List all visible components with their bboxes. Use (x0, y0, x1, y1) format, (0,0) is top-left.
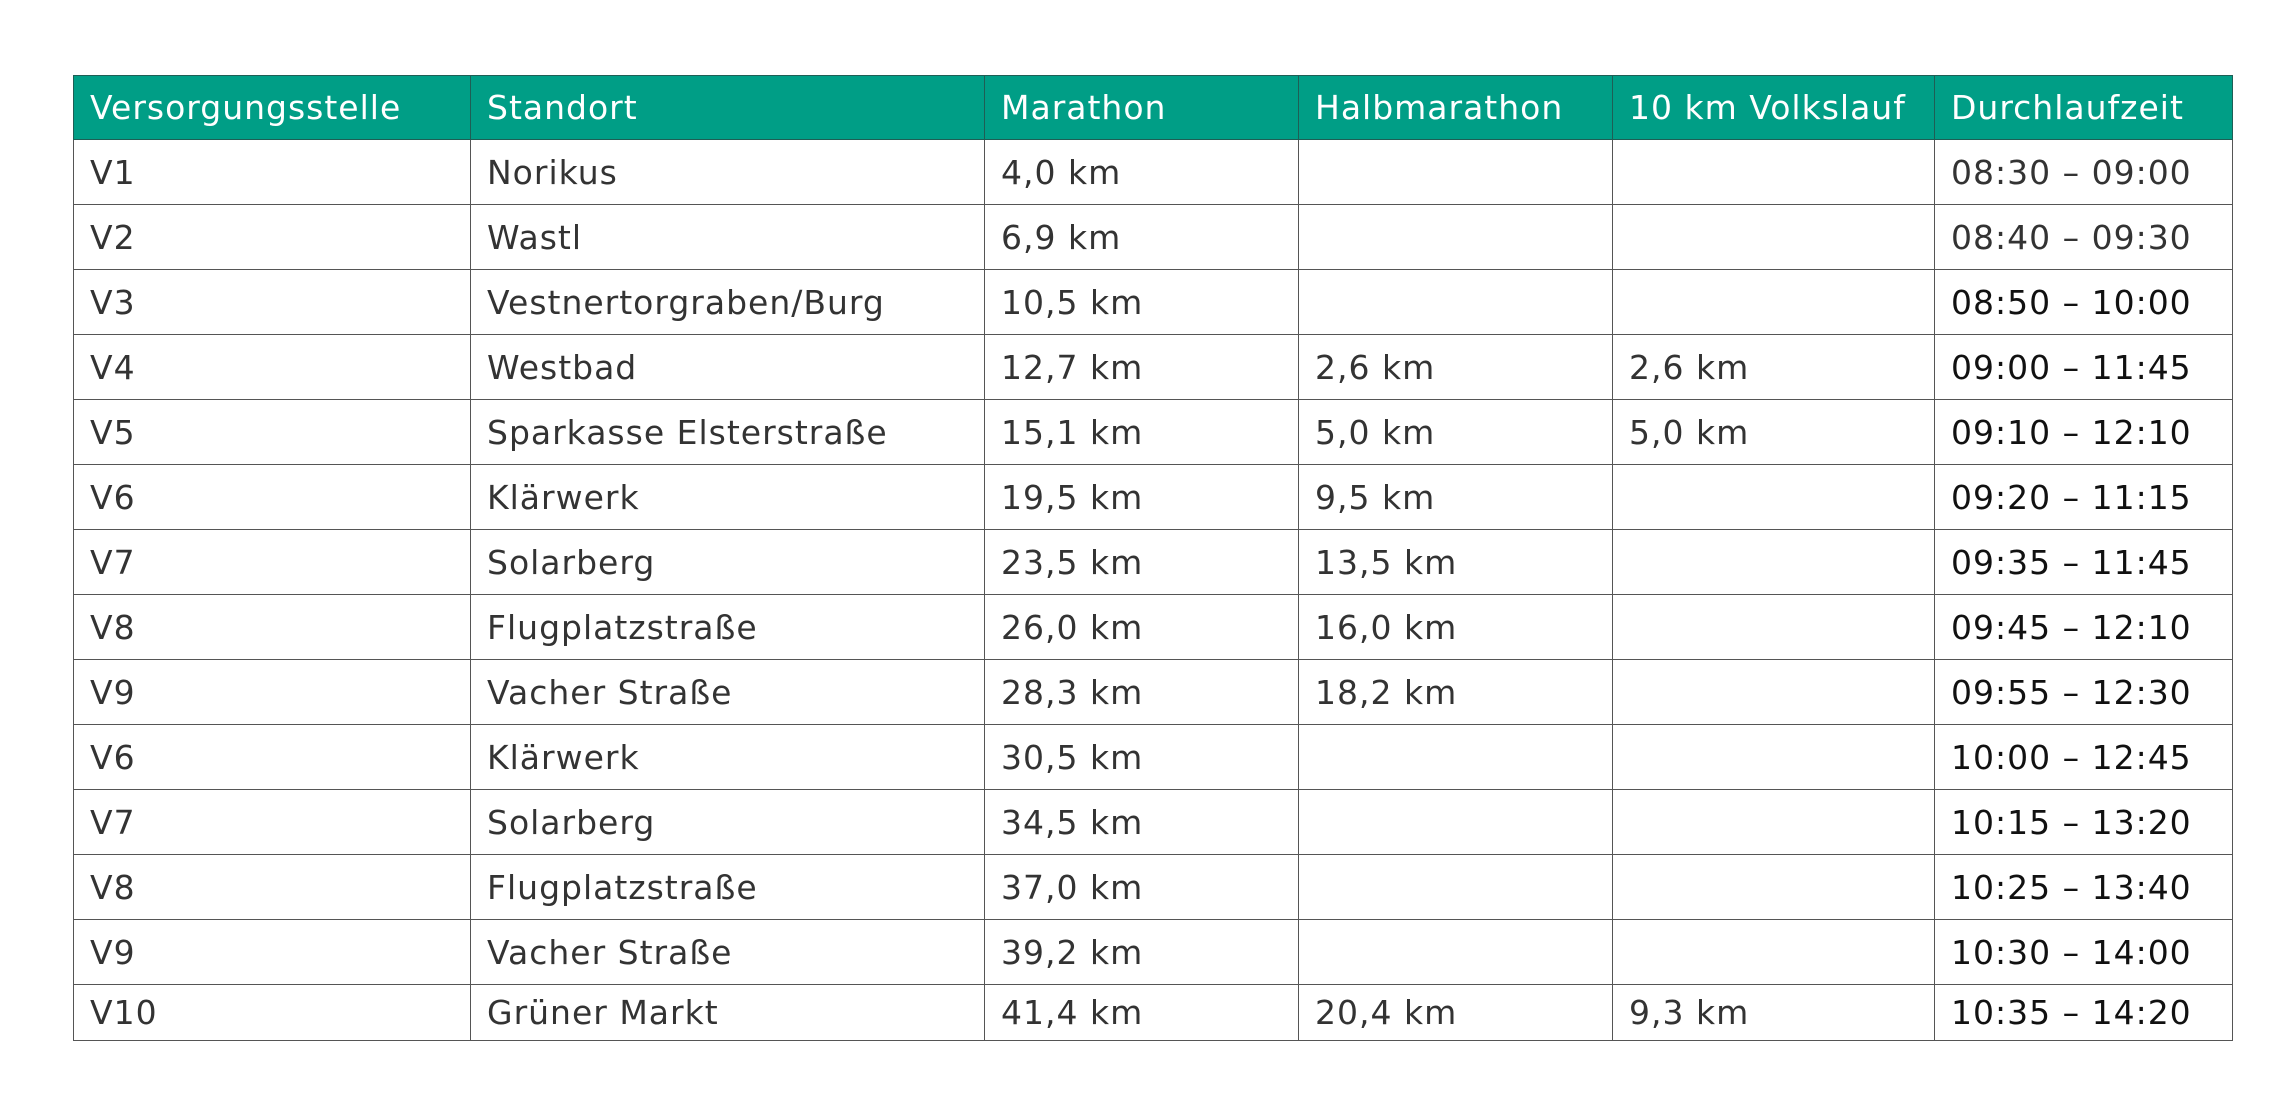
cell-volkslauf: 2,6 km (1613, 335, 1935, 400)
cell-marathon: 26,0 km (985, 595, 1299, 660)
cell-halbmarathon (1299, 725, 1613, 790)
cell-halbmarathon: 20,4 km (1299, 985, 1613, 1041)
table-row (74, 920, 2233, 985)
cell-standort: Flugplatzstraße (471, 855, 985, 920)
table-row (74, 595, 2233, 660)
cell-volkslauf (1613, 725, 1935, 790)
cell-marathon: 34,5 km (985, 790, 1299, 855)
cell-versorgungsstelle: V2 (74, 205, 471, 270)
cell-versorgungsstelle: V6 (74, 725, 471, 790)
table-row (74, 465, 2233, 530)
cell-halbmarathon: 5,0 km (1299, 400, 1613, 465)
table-row (74, 140, 2233, 205)
cell-volkslauf (1613, 270, 1935, 335)
column-header-halbmarathon: Halbmarathon (1299, 76, 1613, 140)
cell-volkslauf (1613, 855, 1935, 920)
cell-halbmarathon (1299, 920, 1613, 985)
cell-marathon: 15,1 km (985, 400, 1299, 465)
cell-standort: Vacher Straße (471, 920, 985, 985)
cell-volkslauf: 9,3 km (1613, 985, 1935, 1041)
cell-durchlaufzeit: 09:20 – 11:15 (1935, 465, 2233, 530)
cell-durchlaufzeit: 09:35 – 11:45 (1935, 530, 2233, 595)
cell-marathon: 23,5 km (985, 530, 1299, 595)
table-row (74, 205, 2233, 270)
cell-standort: Grüner Markt (471, 985, 985, 1041)
cell-marathon: 4,0 km (985, 140, 1299, 205)
cell-versorgungsstelle: V7 (74, 790, 471, 855)
cell-marathon: 39,2 km (985, 920, 1299, 985)
cell-versorgungsstelle: V8 (74, 855, 471, 920)
cell-versorgungsstelle: V7 (74, 530, 471, 595)
column-header-volkslauf: 10 km Volkslauf (1613, 76, 1935, 140)
table-row (74, 335, 2233, 400)
table-row (74, 985, 2233, 1041)
cell-standort: Klärwerk (471, 465, 985, 530)
cell-marathon: 28,3 km (985, 660, 1299, 725)
aid-station-table-container (73, 75, 2232, 1041)
cell-halbmarathon (1299, 855, 1613, 920)
column-header-marathon: Marathon (985, 76, 1299, 140)
cell-durchlaufzeit: 09:10 – 12:10 (1935, 400, 2233, 465)
cell-halbmarathon: 18,2 km (1299, 660, 1613, 725)
table-body (74, 140, 2233, 1041)
cell-durchlaufzeit: 10:35 – 14:20 (1935, 985, 2233, 1041)
cell-halbmarathon: 9,5 km (1299, 465, 1613, 530)
cell-durchlaufzeit: 09:55 – 12:30 (1935, 660, 2233, 725)
cell-halbmarathon (1299, 270, 1613, 335)
aid-station-table (73, 75, 2233, 1041)
cell-durchlaufzeit: 08:30 – 09:00 (1935, 140, 2233, 205)
cell-durchlaufzeit: 10:25 – 13:40 (1935, 855, 2233, 920)
cell-durchlaufzeit: 09:45 – 12:10 (1935, 595, 2233, 660)
cell-versorgungsstelle: V5 (74, 400, 471, 465)
cell-standort: Solarberg (471, 530, 985, 595)
cell-standort: Solarberg (471, 790, 985, 855)
cell-halbmarathon: 13,5 km (1299, 530, 1613, 595)
cell-marathon: 10,5 km (985, 270, 1299, 335)
cell-marathon: 41,4 km (985, 985, 1299, 1041)
cell-halbmarathon: 2,6 km (1299, 335, 1613, 400)
cell-halbmarathon: 16,0 km (1299, 595, 1613, 660)
cell-versorgungsstelle: V6 (74, 465, 471, 530)
cell-marathon: 6,9 km (985, 205, 1299, 270)
cell-volkslauf (1613, 140, 1935, 205)
cell-standort: Norikus (471, 140, 985, 205)
cell-standort: Wastl (471, 205, 985, 270)
column-header-durchlaufzeit: Durchlaufzeit (1935, 76, 2233, 140)
cell-volkslauf (1613, 205, 1935, 270)
cell-standort: Westbad (471, 335, 985, 400)
cell-volkslauf (1613, 920, 1935, 985)
table-row (74, 660, 2233, 725)
cell-durchlaufzeit: 10:00 – 12:45 (1935, 725, 2233, 790)
cell-versorgungsstelle: V3 (74, 270, 471, 335)
cell-durchlaufzeit: 10:30 – 14:00 (1935, 920, 2233, 985)
cell-durchlaufzeit: 09:00 – 11:45 (1935, 335, 2233, 400)
cell-standort: Sparkasse Elsterstraße (471, 400, 985, 465)
cell-halbmarathon (1299, 140, 1613, 205)
cell-versorgungsstelle: V8 (74, 595, 471, 660)
cell-standort: Vestnertorgraben/Burg (471, 270, 985, 335)
cell-volkslauf: 5,0 km (1613, 400, 1935, 465)
cell-volkslauf (1613, 790, 1935, 855)
cell-durchlaufzeit: 10:15 – 13:20 (1935, 790, 2233, 855)
table-row (74, 270, 2233, 335)
cell-volkslauf (1613, 465, 1935, 530)
cell-versorgungsstelle: V1 (74, 140, 471, 205)
cell-versorgungsstelle: V9 (74, 660, 471, 725)
column-header-versorgungsstelle: Versorgungsstelle (74, 76, 471, 140)
cell-versorgungsstelle: V9 (74, 920, 471, 985)
header-row (74, 76, 2233, 140)
cell-halbmarathon (1299, 790, 1613, 855)
table-header (74, 76, 2233, 140)
cell-durchlaufzeit: 08:40 – 09:30 (1935, 205, 2233, 270)
column-header-standort: Standort (471, 76, 985, 140)
cell-durchlaufzeit: 08:50 – 10:00 (1935, 270, 2233, 335)
cell-halbmarathon (1299, 205, 1613, 270)
cell-standort: Klärwerk (471, 725, 985, 790)
cell-versorgungsstelle: V10 (74, 985, 471, 1041)
table-row (74, 400, 2233, 465)
cell-marathon: 37,0 km (985, 855, 1299, 920)
cell-standort: Vacher Straße (471, 660, 985, 725)
table-row (74, 725, 2233, 790)
cell-volkslauf (1613, 595, 1935, 660)
table-row (74, 790, 2233, 855)
table-row (74, 530, 2233, 595)
cell-standort: Flugplatzstraße (471, 595, 985, 660)
cell-marathon: 12,7 km (985, 335, 1299, 400)
cell-volkslauf (1613, 530, 1935, 595)
cell-versorgungsstelle: V4 (74, 335, 471, 400)
table-row (74, 855, 2233, 920)
cell-volkslauf (1613, 660, 1935, 725)
cell-marathon: 19,5 km (985, 465, 1299, 530)
cell-marathon: 30,5 km (985, 725, 1299, 790)
